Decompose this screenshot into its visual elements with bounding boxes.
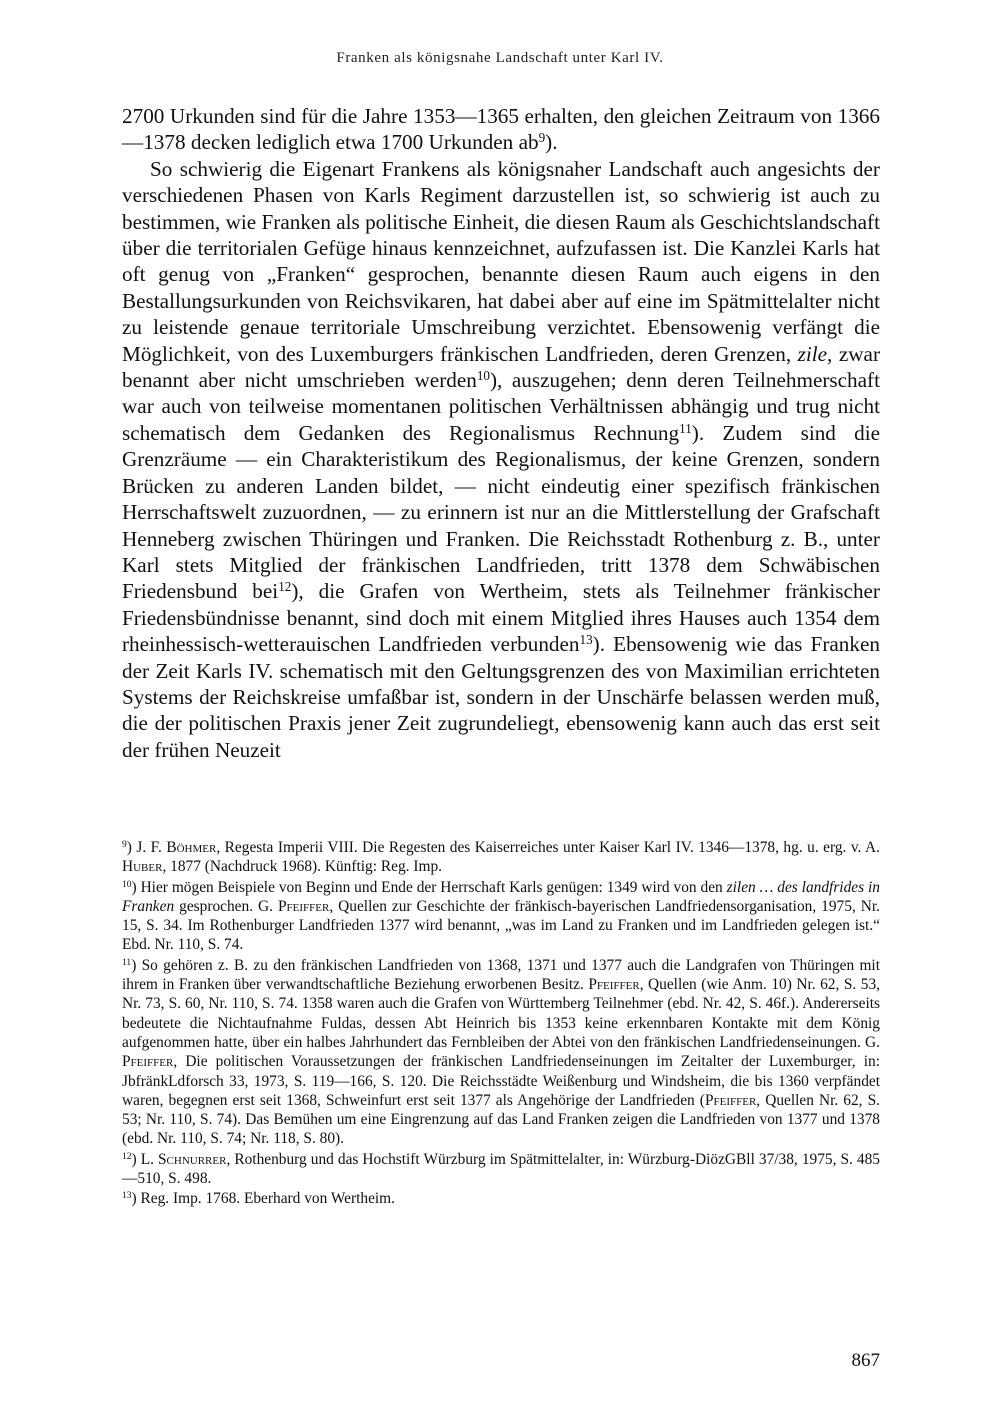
footnote-ref-13[interactable]: 13	[579, 631, 593, 647]
footnote-12	[122, 1150, 880, 1189]
text-run: So schwierig die Eigenart Frankens als königsnaher Landschaft auch angesichts der verschiedenen Phasen von Karls Regiment darzustellen ist, so schwierig ist auch zu bestimmen, wie Franken als politische Einheit, die diesen Raum als Geschichtslandschaft über die territorialen Gefüge hinaus kennzeichnet, aufzufassen ist. Die Kanzlei Karls hat oft genug von „Franken“ gesprochen, benannte diesen Raum auch eigens in den Bestallungsurkunden von Reichsvikaren, hat dabei aber auf eine im Spätmittelalter nicht zu leistende genaue territoriale Umschreibung verzichtet. Ebensowenig verfängt die Möglichkeit, von des Luxemburgers fränkischen Landfrieden, deren Grenzen,	[122, 156, 880, 366]
text-run: , Regesta Imperii VIII. Die Regesten des Kaiserreiches unter Kaiser Karl IV. 1346—1378, hg. u. erg. v. A.	[216, 839, 880, 856]
text-run: , Quellen Nr. 62, S. 53; Nr. 110, S. 74). Das Bemühen um eine Eingrenzung auf das Land Franken zeigen die Landfrieden von 1377 und 1378 (ebd. Nr. 110, S. 74; Nr. 118, S. 80).	[122, 1091, 880, 1148]
text-run: ). Ebensowenig wie das Franken der Zeit Karls IV. schematisch mit den Geltungsgrenzen des von Maximilian errichteten Systems der Reichskreise umfaßbar ist, sondern in der Unschärfe belassen werden muß, die der politischen Praxis jener Zeit zugrundeliegt, ebensowenig kann auch das erst seit der frühen Neuzeit	[122, 632, 880, 762]
text-run: ) Reg. Imp. 1768. Eberhard von Wertheim.	[131, 1190, 396, 1208]
footnote-ref-9[interactable]: 9	[538, 130, 546, 146]
footnote-13	[122, 1189, 880, 1208]
text-run: gesprochen. G.	[174, 897, 278, 915]
text-run: , Die politischen Voraussetzungen der fränkischen Landfriedenseinungen im Zeitalter der Luxemburger, in: JbfränkLdforsch 33, 1973, S. 119—166, S. 120. Die Reichsstädte Weißenburg und Windsheim, die bis 1360 verpfändet waren, begegnen erst seit 1368, Schweinfurt erst seit 1377 als Angehörige der Landfrieden (	[122, 1053, 880, 1109]
text-run: ), die Grafen von Wertheim, stets als Teilnehmer fränkischer Friedensbündnisse benannt, sind doch mit einem Mitglied ihres Hauses auch 1354 dem rheinhessisch-wetterauischen Landfrieden verbunden	[122, 579, 880, 657]
footnote-ref-10[interactable]: 10	[476, 367, 490, 383]
italic-term-zile: zile,	[797, 341, 833, 366]
text-run: ), auszugehen; denn deren Teilnehmerschaft war auch von teilweise momentanen politischen Verhältnissen abhängig und trug nicht schematisch dem Gedanken des Regionalismus Rechnung	[122, 368, 880, 445]
footnote-mark: 13	[122, 1190, 132, 1202]
footnote-mark: 9	[122, 838, 127, 850]
italic-quote: zilen … des landfrides in Franken	[122, 878, 880, 915]
footnote-11	[122, 956, 880, 1149]
author-name: Pfeiffer	[588, 976, 640, 994]
author-name: Huber	[122, 858, 163, 876]
paragraph-1	[122, 103, 880, 156]
footnote-ref-11[interactable]: 11	[679, 420, 692, 436]
footnotes	[122, 838, 880, 1210]
page-number: 867	[851, 1350, 880, 1371]
author-name: Pfeiffer	[704, 1091, 757, 1109]
text-run: ).	[545, 130, 558, 155]
main-text	[122, 103, 880, 763]
text-run: zwar benannt aber nicht umschrieben werden	[122, 341, 880, 393]
text-run: , Quellen zur Geschichte der fränkisch-bayerischen Landfriedensorganisation, 1975, Nr. 15, S. 34. Im Rothenburger Landfrieden 1377 wird benannt, „was im Land zu Franken und im Landfrieden gelegen ist.“ Ebd. Nr. 110, S. 74.	[122, 897, 881, 954]
text-run: , Quellen (wie Anm. 10) Nr. 62, S. 53, Nr. 73, S. 60, Nr. 110, S. 74. 1358 waren auch die Grafen von Württemberg Teilnehmer (ebd. Nr. 42, S. 46f.). Andererseits bedeutete die Nichtaufnahme Fuldas, dessen Abt Heinrich bis 1353 keine erkennbaren Kontakte mit dem König aufgenommen hatte, über ein halbes Jahrhundert das Fernbleiben der Abtei von den fränkischen Landfriedenseinungen. G.	[122, 976, 880, 1051]
author-name: Pfeiffer	[277, 897, 330, 915]
text-run: ) J. F.	[126, 839, 167, 856]
footnote-ref-12[interactable]: 12	[278, 579, 292, 595]
text-run: ) L.	[131, 1150, 158, 1168]
footnote-mark: 10	[122, 878, 132, 890]
author-name: Böhmer	[166, 839, 217, 856]
text-run: ). Zudem sind die Grenzräume — ein Charakteristikum des Regionalismus, der keine Grenzen, sondern Brücken zu anderen Landen bildet, — nicht eindeutig einer spezifisch fränkischen Herrschaftswelt zuzuordnen, — zu erinnern ist nur an die Mittlerstellung der Grafschaft Henneberg zwischen Thüringen und Franken. Die Reichsstadt Rothenburg z. B., unter Karl stets Mitglied der fränkischen Landfrieden, tritt 1378 dem Schwäbischen Friedensbund bei	[122, 420, 880, 604]
text-run: ) So gehören z. B. zu den fränkischen Landfrieden von 1368, 1371 und 1377 auch die Landgrafen von Thüringen mit ihrem in Franken über verwandtschaftliche Beziehung erworbenen Besitz.	[122, 956, 880, 994]
text-run: , 1877 (Nachdruck 1968). Künftig: Reg. Imp.	[162, 858, 442, 876]
footnote-10	[122, 878, 880, 955]
footnote-mark: 11	[122, 956, 132, 968]
footnote-9	[122, 838, 880, 877]
footnote-mark: 12	[122, 1150, 132, 1162]
text-run: 2700 Urkunden sind für die Jahre 1353—1365 erhalten, den gleichen Zeitraum von 1366—1378 decken lediglich etwa 1700 Urkunden ab	[122, 104, 880, 155]
text-run: , Rothenburg und das Hochstift Würzburg im Spätmittelalter, in: Würzburg-DiözGBll 37/38, 1975, S. 485—510, S. 498.	[122, 1150, 881, 1188]
author-name: Schnurrer	[157, 1150, 227, 1168]
running-head: Franken als königsnahe Landschaft unter Karl IV.	[336, 50, 664, 66]
paragraph-2	[122, 156, 880, 763]
author-name: Pfeiffer	[122, 1053, 174, 1071]
text-run: ) Hier mögen Beispiele von Beginn und Ende der Herrschaft Karls genügen: 1349 wird von den	[131, 878, 727, 896]
